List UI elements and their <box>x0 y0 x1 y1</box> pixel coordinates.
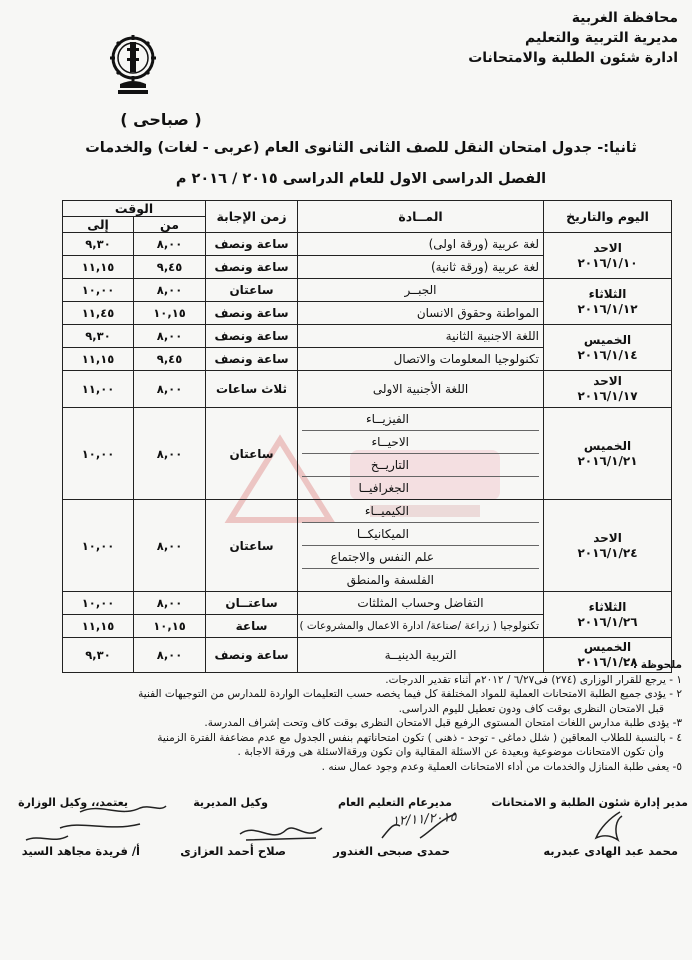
signature-1-icon <box>590 808 626 844</box>
header-day-date: اليوم والتاريخ <box>544 201 672 233</box>
subject-item: الفيزيــاء <box>302 408 539 431</box>
from-cell: ٨,٠٠ <box>134 233 206 256</box>
to-cell: ١٠,٠٠ <box>63 592 134 615</box>
from-cell: ١٠,١٥ <box>134 302 206 325</box>
schedule-subtitle: الفصل الدراسى الاول للعام الدراسى ٢٠١٥ / ٢٠١٦ م <box>175 171 547 187</box>
to-cell: ١١,١٥ <box>63 615 134 638</box>
from-cell: ٩,٤٥ <box>134 348 206 371</box>
subject-cell: المواطنة وحقوق الانسان <box>298 302 544 325</box>
subject-cell: لغة عربية (ورقة ثانية) <box>298 256 544 279</box>
header-block <box>468 8 678 68</box>
signer-4-title: يعتمد،، وكيل الوزارة <box>18 796 128 809</box>
signature-4-icon <box>20 798 170 848</box>
subject-cell: الجبــر <box>298 279 544 302</box>
exam-schedule-table <box>62 200 672 673</box>
signer-1-title: مدير إدارة شئون الطلبة و الامتحانات <box>491 796 688 809</box>
subject-list-cell <box>298 500 544 592</box>
subject-item: الكيميــاء <box>302 500 539 523</box>
from-cell: ٨,٠٠ <box>134 279 206 302</box>
signer-1-name: محمد عبد الهادى عبدربه <box>543 844 678 858</box>
note-2: ٢ - يؤدى جميع الطلبة الامتحانات العملية للمواد المختلفة كل فيما يخصه حسب التعليمات الواردة للمدارس من التوجيهات الفنية <box>138 688 682 700</box>
header-from: من <box>134 217 206 233</box>
from-cell: ١٠,١٥ <box>134 615 206 638</box>
duration-cell: ساعة ونصف <box>206 302 298 325</box>
to-cell: ٩,٣٠ <box>63 638 134 673</box>
from-cell: ٨,٠٠ <box>134 325 206 348</box>
duration-cell: ساعة ونصف <box>206 256 298 279</box>
table-row <box>63 233 672 256</box>
schedule-title: ثانيا:- جدول امتحان النقل للصف الثانى الثانوى العام (عربى - لغات) والخدمات <box>85 140 637 156</box>
subject-cell: التربية الدينيــة <box>298 638 544 673</box>
note-4: ٤ - بالنسبة للطلاب المعاقين ( شلل دماغى - توحد - ذهنى ) تكون امتحاناتهم بنفس الجدول مع عدم مضاعفة الفترة الزمنية <box>157 731 682 744</box>
signer-4-name: أ/ فريدة مجاهد السيد <box>21 844 140 858</box>
signer-3-title: وكيل المديرية <box>193 796 268 809</box>
handwritten-date: ١٢/١١/٢٠١٥ <box>391 809 458 830</box>
notes-block <box>10 658 682 774</box>
directorate-name: مديرية التربية والتعليم <box>525 30 678 46</box>
subject-item: التاريــخ <box>302 454 539 477</box>
day-cell: الخميس ٢٠١٦/١/٢١ <box>544 408 672 500</box>
shift-label: ( صباحى ) <box>120 110 202 129</box>
to-cell: ١٠,٠٠ <box>63 279 134 302</box>
note-1: ١ - يرجع للقرار الوزارى (٢٧٤) فى٦/٢٧ / ٢٠١٢م أثناء تقدير الدرجات. <box>385 673 682 686</box>
day-cell: الاحد ٢٠١٦/١/١٠ <box>544 233 672 279</box>
note-2-cont: قبل الامتحان النظرى بوقت كاف ودون تعطيل لليوم الدراسى. <box>398 702 664 715</box>
to-cell: ١٠,٠٠ <box>63 500 134 592</box>
subject-cell: تكنولوجيا المعلومات والاتصال <box>298 348 544 371</box>
to-cell: ١١,١٥ <box>63 348 134 371</box>
from-cell: ٨,٠٠ <box>134 500 206 592</box>
duration-cell: ساعتان <box>206 500 298 592</box>
department-name: ادارة شئون الطلبة والامتحانات <box>468 50 678 66</box>
emblem-icon <box>110 34 156 96</box>
duration-cell: ساعة ونصف <box>206 348 298 371</box>
to-cell: ١١,٠٠ <box>63 371 134 408</box>
subject-cell: اللغة الأجنبية الاولى <box>298 371 544 408</box>
subject-cell: تكنولوجيا ( زراعة /صناعة/ ادارة الاعمال والمشروعات ) <box>298 615 544 638</box>
day-cell: الخميس ٢٠١٦/١/١٤ <box>544 325 672 371</box>
note-3: ٣- يؤدى طلبة مدارس اللغات امتحان المستوى الرفيع قبل الامتحان النظرى بوقت كاف وتحت إشراف المدرسة. <box>204 717 682 729</box>
subject-item: الميكانيكــا <box>302 523 539 546</box>
signer-3-name: صلاح أحمد العزازى <box>180 844 286 858</box>
signer-2-title: مديرعام التعليم العام <box>337 796 452 809</box>
duration-cell: ساعة ونصف <box>206 325 298 348</box>
from-cell: ٩,٤٥ <box>134 256 206 279</box>
to-cell: ٩,٣٠ <box>63 233 134 256</box>
day-cell: الثلاثاء ٢٠١٦/١/١٢ <box>544 279 672 325</box>
header-time: الوقت <box>63 201 206 217</box>
table-row <box>63 592 672 615</box>
from-cell: ٨,٠٠ <box>134 371 206 408</box>
subject-cell: التفاضل وحساب المثلثات <box>298 592 544 615</box>
subject-cell: لغة عربية (ورقة اولى) <box>298 233 544 256</box>
subject-list-cell <box>298 408 544 500</box>
from-cell: ٨,٠٠ <box>134 592 206 615</box>
to-cell: ٩,٣٠ <box>63 325 134 348</box>
table-row <box>63 408 672 500</box>
duration-cell: ساعة <box>206 615 298 638</box>
subject-item: الجغرافيــا <box>358 481 410 495</box>
notes-heading: ملحوظة : - <box>624 659 682 671</box>
table-row <box>63 325 672 348</box>
note-4-cont: وأن تكون الامتحانات موضوعية وبعيدة عن الاسئلة المقالية وان تكون ورقةالاسئلة هى ورقة الاجابة . <box>237 746 664 758</box>
subject-item: الاحيــاء <box>302 431 539 454</box>
note-5: ٥- يعفى طلبة المنازل والخدمات من أداء الامتحانات العملية وعدم وجود عمال سنه . <box>321 760 682 773</box>
day-cell: الاحد ٢٠١٦/١/٢٤ <box>544 500 672 592</box>
duration-cell: ساعتان <box>206 279 298 302</box>
to-cell: ١١,١٥ <box>63 256 134 279</box>
duration-cell: ساعة ونصف <box>206 638 298 673</box>
subject-cell: اللغة الاجنبية الثانية <box>298 325 544 348</box>
duration-cell: ساعتان <box>206 408 298 500</box>
table-row <box>63 371 672 408</box>
governorate-name: محافظة الغربية <box>571 10 678 26</box>
header-to: إلى <box>63 217 134 233</box>
day-cell: الخميس ٢٠١٦/١/٢٨ <box>544 638 672 673</box>
header-subject: المــادة <box>298 201 544 233</box>
from-cell: ٨,٠٠ <box>134 408 206 500</box>
day-cell: الثلاثاء ٢٠١٦/١/٢٦ <box>544 592 672 638</box>
table-row <box>63 279 672 302</box>
table-row <box>63 500 672 592</box>
signature-3-icon <box>236 820 326 846</box>
from-cell: ٨,٠٠ <box>134 638 206 673</box>
duration-cell: ساعتــان <box>206 592 298 615</box>
subject-item: الفلسفة والمنطق <box>346 573 435 587</box>
subject-item: علم النفس والاجتماع <box>302 546 539 569</box>
signature-2-icon <box>380 808 460 844</box>
signer-2-name: حمدى صبحى الغندور <box>333 844 450 858</box>
header-duration: زمن الإجابة <box>206 201 298 233</box>
day-cell: الاحد ٢٠١٦/١/١٧ <box>544 371 672 408</box>
to-cell: ١٠,٠٠ <box>63 408 134 500</box>
duration-cell: ساعة ونصف <box>206 233 298 256</box>
duration-cell: ثلاث ساعات <box>206 371 298 408</box>
to-cell: ١١,٤٥ <box>63 302 134 325</box>
